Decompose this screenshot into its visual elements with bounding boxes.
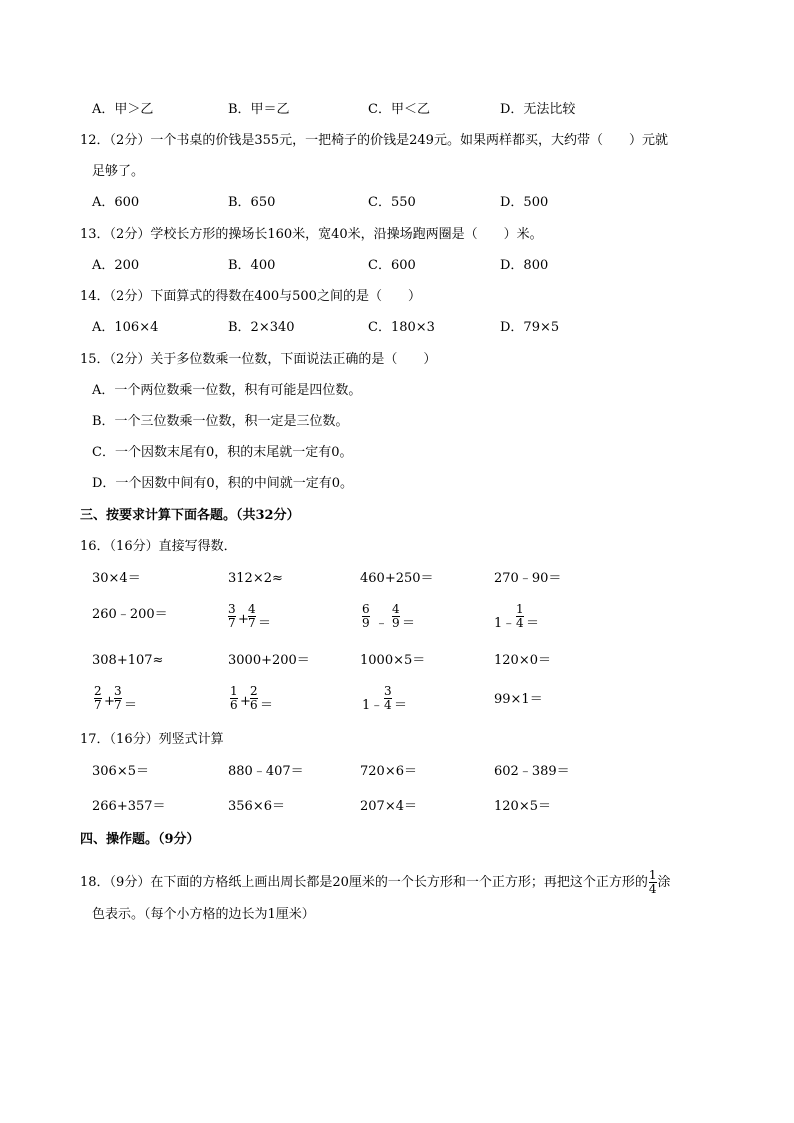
numerator: 2 <box>94 684 102 698</box>
q16-r2-c2 <box>228 603 288 639</box>
equals-sign: ＝ <box>402 616 416 631</box>
operator: + <box>238 612 249 627</box>
fraction <box>230 685 238 712</box>
q17-stem: 17．（16分）列竖式计算 <box>80 732 224 747</box>
q17-r2-c1: 266+357＝ <box>92 799 166 814</box>
q15-stem: 15．（2分）关于多位数乘一位数，下面说法正确的是（ ） <box>80 352 437 367</box>
q17-r1-c1: 306×5＝ <box>92 764 149 779</box>
q13-option-a: A．200 <box>92 258 140 273</box>
section-3-title: 三、按要求计算下面各题。（共32分） <box>80 508 300 523</box>
q16-r4-c2 <box>230 685 290 721</box>
q16-stem: 16．（16分）直接写得数． <box>80 539 237 554</box>
operator: + <box>104 694 115 709</box>
fraction <box>649 869 657 896</box>
q14-option-d: D．79×5 <box>500 320 560 335</box>
denominator: 9 <box>362 616 370 630</box>
equals-sign: ＝ <box>258 616 272 631</box>
denominator: 4 <box>384 698 392 712</box>
q15-option-a: A．一个两位数乘一位数，积有可能是四位数。 <box>92 383 362 398</box>
denominator: 4 <box>648 882 657 896</box>
operator: + <box>240 694 251 709</box>
q16-r4-c3 <box>362 685 432 721</box>
q18-stem-end: 涂 <box>657 875 671 890</box>
q11-option-d: D．无法比较 <box>500 102 576 117</box>
q13-option-b: B．400 <box>228 258 276 273</box>
q14-stem: 14．（2分）下面算式的得数在400与500之间的是（ ） <box>80 289 421 304</box>
q11-option-b: B．甲＝乙 <box>228 102 290 117</box>
numerator: 3 <box>384 684 392 698</box>
equals-sign: ＝ <box>124 698 138 713</box>
q18-stem-text: 18．（9分）在下面的方格纸上画出周长都是20厘米的一个长方形和一个正方形；再把这个正方形的 <box>80 875 648 890</box>
q17-r2-c3: 207×4＝ <box>360 799 417 814</box>
q15-option-b: B．一个三位数乘一位数，积一定是三位数。 <box>92 414 349 429</box>
q17-r1-c2: 880﹣407＝ <box>228 764 304 779</box>
q14-option-c: C．180×3 <box>368 320 435 335</box>
fraction <box>94 685 102 712</box>
q11-option-c: C．甲＜乙 <box>368 102 430 117</box>
fraction <box>516 603 524 630</box>
q11-option-a: A．甲＞乙 <box>92 102 154 117</box>
q12-option-a: A．600 <box>92 195 140 210</box>
q14-option-b: B．2×340 <box>228 320 295 335</box>
denominator: 7 <box>228 616 236 630</box>
denominator: 6 <box>250 698 258 712</box>
denominator: 7 <box>114 698 122 712</box>
numerator: 6 <box>362 602 370 616</box>
fraction <box>114 685 122 712</box>
q17-r1-c4: 602﹣389＝ <box>494 764 570 779</box>
fraction <box>250 685 258 712</box>
q12-option-d: D．500 <box>500 195 549 210</box>
equals-sign: ＝ <box>394 698 408 713</box>
fraction <box>392 603 400 630</box>
q16-r2-c1: 260﹣200＝ <box>92 607 168 622</box>
q12-stem: 12．（2分）一个书桌的价钱是355元，一把椅子的价钱是249元。如果两样都买，大约带（ ）元就 <box>80 133 668 148</box>
fraction <box>362 603 370 630</box>
fraction <box>248 603 256 630</box>
q13-option-d: D．800 <box>500 258 549 273</box>
minuend: 1﹣ <box>494 616 516 631</box>
q16-r4-c1 <box>94 685 154 721</box>
section-4-title: 四、操作题。（9分） <box>80 832 200 847</box>
equals-sign: ＝ <box>260 698 274 713</box>
numerator: 1 <box>648 868 657 882</box>
numerator: 4 <box>248 602 256 616</box>
q14-option-a: A．106×4 <box>92 320 159 335</box>
q12-option-c: C．550 <box>368 195 416 210</box>
q16-r1-c2: 312×2≈ <box>228 571 283 586</box>
numerator: 2 <box>250 684 258 698</box>
denominator: 7 <box>94 698 102 712</box>
numerator: 1 <box>230 684 238 698</box>
numerator: 4 <box>392 602 400 616</box>
q16-r3-c2: 3000+200＝ <box>228 653 310 668</box>
denominator: 7 <box>248 616 256 630</box>
equals-sign: ＝ <box>526 616 540 631</box>
q17-r1-c3: 720×6＝ <box>360 764 417 779</box>
numerator: 3 <box>228 602 236 616</box>
q15-option-c: C．一个因数末尾有0，积的末尾就一定有0。 <box>92 445 353 460</box>
q15-option-d: D．一个因数中间有0，积的中间就一定有0。 <box>92 476 353 491</box>
q16-r1-c1: 30×4＝ <box>92 571 141 586</box>
fraction <box>384 685 392 712</box>
q16-r2-c3 <box>362 603 432 639</box>
q16-r3-c1: 308+107≈ <box>92 653 164 668</box>
numerator: 3 <box>114 684 122 698</box>
q13-stem: 13．（2分）学校长方形的操场长160米，宽40米，沿操场跑两圈是（ ）米。 <box>80 227 543 242</box>
minuend: 1﹣ <box>362 698 384 713</box>
q17-r2-c2: 356×6＝ <box>228 799 285 814</box>
fraction <box>228 603 236 630</box>
q17-r2-c4: 120×5＝ <box>494 799 551 814</box>
q18-stem <box>80 869 671 896</box>
denominator: 4 <box>516 616 524 630</box>
denominator: 6 <box>230 698 238 712</box>
q12-stem-cont: 足够了。 <box>92 164 145 179</box>
q16-r4-c4: 99×1＝ <box>494 692 543 707</box>
denominator: 9 <box>392 616 400 630</box>
q18-stem-cont: 色表示。（每个小方格的边长为1厘米） <box>92 907 315 922</box>
q13-option-c: C．600 <box>368 258 416 273</box>
q16-r3-c4: 120×0＝ <box>494 653 551 668</box>
numerator: 1 <box>516 602 524 616</box>
q16-r1-c3: 460+250＝ <box>360 571 434 586</box>
q16-r3-c3: 1000×5＝ <box>360 653 426 668</box>
q12-option-b: B．650 <box>228 195 276 210</box>
q16-r1-c4: 270﹣90＝ <box>494 571 562 586</box>
operator: ﹣ <box>375 616 389 631</box>
q16-r2-c4 <box>494 603 564 639</box>
